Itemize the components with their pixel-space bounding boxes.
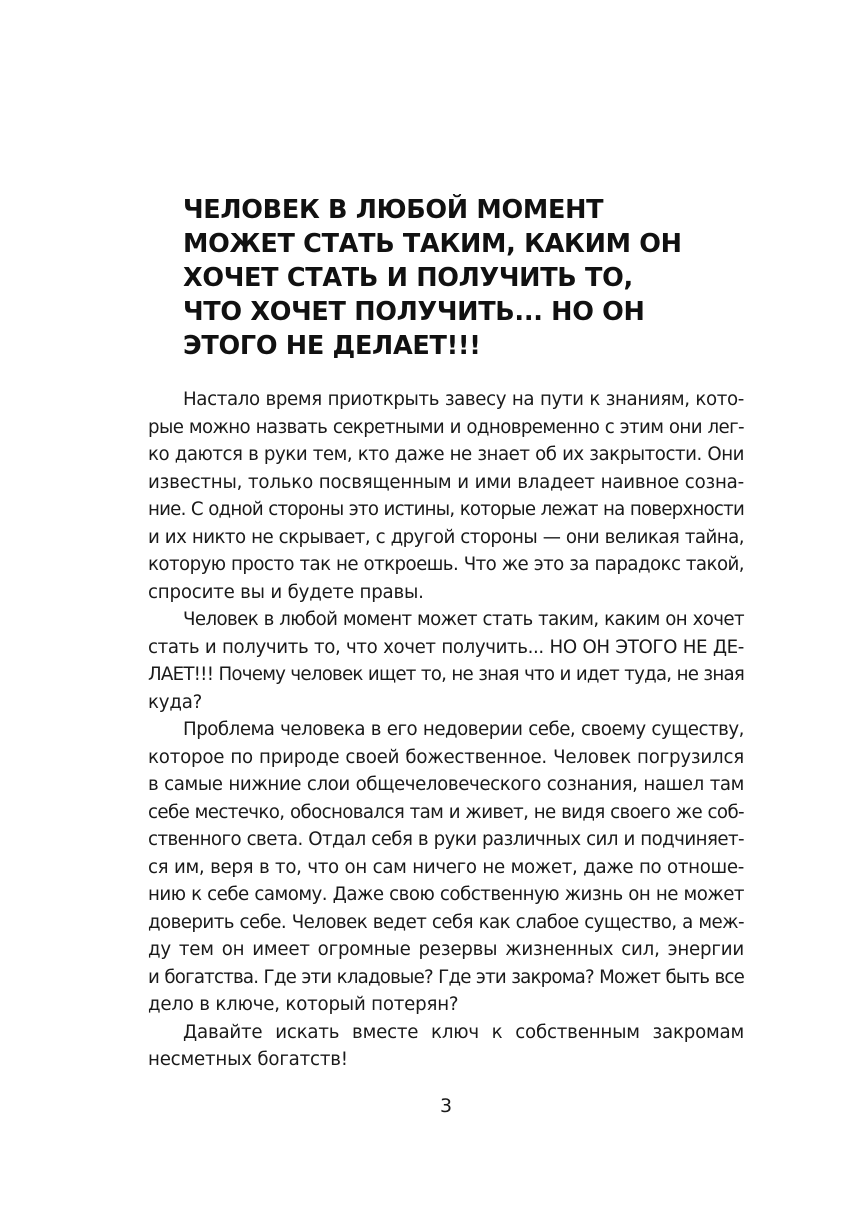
paragraph-3 bbox=[148, 716, 744, 1019]
text-line: ду тем он имеет огромные резервы жизненных сил, энергии bbox=[148, 939, 744, 960]
body-text bbox=[148, 386, 744, 1074]
text-line: ние. С одной стороны это истины, которые лежат на поверхности bbox=[148, 499, 744, 520]
text-line: ся им, веря в то, что он сам ничего не может, даже по отноше- bbox=[148, 856, 744, 878]
text-line: себе местечко, обосновался там и живет, не видя своего же соб- bbox=[148, 801, 744, 823]
text-line: Человек в любой момент может стать таким, каким он хочет bbox=[183, 609, 744, 630]
text-line: известны, только посвященным и ими владеет наивное созна- bbox=[148, 471, 744, 493]
chapter-heading bbox=[183, 193, 743, 363]
text-line: ко даются в руки тем, кто даже не знает об их закрытости. Они bbox=[148, 444, 744, 465]
text-line: куда? bbox=[148, 691, 203, 713]
text-line: несметных богатств! bbox=[148, 1049, 348, 1070]
text-line: ственного света. Отдал себя в руки различных сил и подчиняет- bbox=[148, 829, 744, 850]
text-line: в самые нижние слои общечеловеческого сознания, нашел там bbox=[148, 774, 744, 795]
text-line: которое по природе своей божественное. Человек погрузился bbox=[148, 746, 744, 768]
heading-line: ХОЧЕТ СТАТЬ И ПОЛУЧИТЬ ТО, bbox=[183, 263, 633, 293]
text-line: ЛАЕТ!!! Почему человек ищет то, не зная что и идет туда, не зная bbox=[148, 664, 744, 685]
text-line: Настало время приоткрыть завесу на пути к знаниям, кото- bbox=[183, 389, 744, 410]
paragraph-2 bbox=[148, 606, 744, 716]
text-line: спросите вы и будете правы. bbox=[148, 581, 424, 603]
heading-line: ЧЕЛОВЕК В ЛЮБОЙ МОМЕНТ bbox=[183, 195, 604, 225]
text-line: дело в ключе, который потерян? bbox=[148, 994, 459, 1015]
text-line: Проблема человека в его недоверии себе, своему существу, bbox=[183, 719, 744, 740]
heading-line: МОЖЕТ СТАТЬ ТАКИМ, КАКИМ ОН bbox=[183, 229, 682, 259]
heading-line: ЧТО ХОЧЕТ ПОЛУЧИТЬ... НО ОН bbox=[183, 297, 645, 327]
text-line: нию к себе самому. Даже свою собственную жизнь он не может bbox=[148, 884, 744, 905]
text-line: Давайте искать вместе ключ к собственным закромам bbox=[183, 1021, 744, 1043]
paragraph-1 bbox=[148, 386, 744, 606]
text-line: которую просто так не откроешь. Что же это за парадокс такой, bbox=[148, 554, 744, 575]
text-line: доверить себе. Человек ведет себя как слабое существо, а меж- bbox=[148, 911, 744, 933]
text-line: рые можно назвать секретными и одновременно с этим они лег- bbox=[148, 416, 744, 438]
text-line: и их никто не скрывает, с другой стороны — они великая тайна, bbox=[148, 526, 744, 548]
paragraph-4 bbox=[148, 1019, 744, 1074]
heading-line: ЭТОГО НЕ ДЕЛАЕТ!!! bbox=[183, 331, 481, 361]
text-line: стать и получить то, что хочет получить... НО ОН ЭТОГО НЕ ДЕ- bbox=[148, 636, 744, 658]
page-number: 3 bbox=[439, 1095, 453, 1117]
text-line: и богатства. Где эти кладовые? Где эти закрома? Может быть все bbox=[148, 966, 744, 988]
